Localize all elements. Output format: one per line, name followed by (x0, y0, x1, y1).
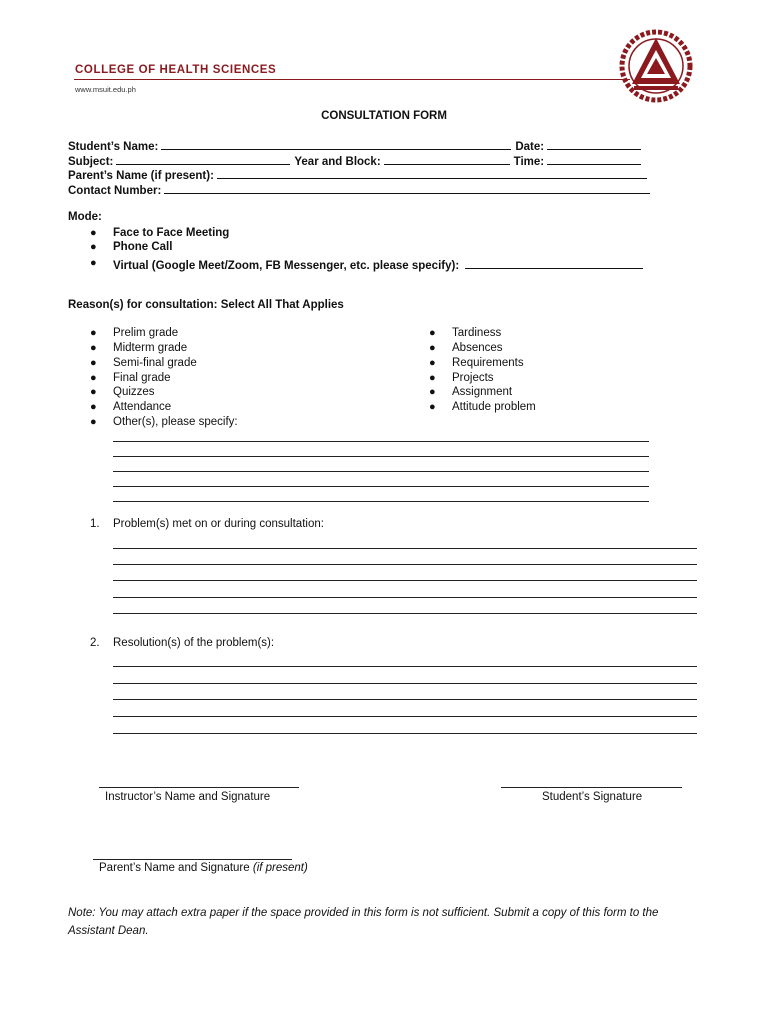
others-specify-line[interactable] (113, 441, 649, 442)
question-1-text: Problem(s) met on or during consultation: (113, 518, 324, 530)
reason-midterm-grade[interactable]: Midterm grade (113, 342, 188, 354)
bullet-icon: ● (90, 416, 97, 428)
subject-row (68, 153, 645, 168)
website-url: www.msuit.edu.ph (75, 85, 136, 94)
bullet-icon: ● (90, 357, 97, 369)
answer-line[interactable] (113, 716, 697, 717)
others-specify-line[interactable] (113, 456, 649, 457)
instructor-signature-label: Instructor’s Name and Signature (105, 791, 271, 803)
reason-assignment[interactable]: Assignment (452, 386, 513, 398)
instructor-signature-line[interactable] (99, 787, 299, 788)
year-block-label: Year and Block: (294, 156, 381, 168)
mode-phone-call[interactable]: Phone Call (113, 241, 173, 253)
question-2-number: 2. (90, 637, 100, 649)
student-signature-label: Student’s Signature (542, 791, 643, 803)
parent-name-row (68, 167, 651, 182)
form-title: CONSULTATION FORM (321, 110, 447, 122)
reason-tardiness[interactable]: Tardiness (452, 327, 502, 339)
reason-attitude-problem[interactable]: Attitude problem (452, 401, 536, 413)
contact-row (68, 182, 654, 197)
bullet-icon: ● (429, 327, 436, 339)
parent-signature-line[interactable] (93, 859, 292, 860)
reason-projects[interactable]: Projects (452, 372, 494, 384)
question-1-number: 1. (90, 518, 100, 530)
bullet-icon: ● (429, 386, 436, 398)
student-signature-line[interactable] (501, 787, 682, 788)
header-rule (74, 79, 630, 80)
year-block-field[interactable] (384, 153, 510, 165)
reason-requirements[interactable]: Requirements (452, 357, 524, 369)
question-2-text: Resolution(s) of the problem(s): (113, 637, 275, 649)
date-label: Date: (515, 141, 545, 153)
bullet-icon: ● (90, 257, 97, 269)
parent-name-field[interactable] (217, 167, 647, 179)
subject-label: Subject: (68, 156, 114, 168)
parent-signature-row (99, 862, 308, 874)
subject-field[interactable] (116, 153, 290, 165)
mode-label: Mode: (68, 211, 102, 223)
reason-semi-final-grade[interactable]: Semi-final grade (113, 357, 197, 369)
others-specify-line[interactable] (113, 471, 649, 472)
bullet-icon: ● (90, 386, 97, 398)
reason-prelim-grade[interactable]: Prelim grade (113, 327, 179, 339)
reason-attendance[interactable]: Attendance (113, 401, 172, 413)
footer-note: Note: You may attach extra paper if the space provided in this form is not sufficient. Submit a copy of this form to the Assistant Dean. (68, 907, 659, 937)
reason-absences[interactable]: Absences (452, 342, 503, 354)
bullet-icon: ● (90, 241, 97, 253)
bullet-icon: ● (429, 372, 436, 384)
mode-virtual-row (113, 257, 647, 272)
bullet-icon: ● (90, 227, 97, 239)
answer-line[interactable] (113, 548, 697, 549)
answer-line[interactable] (113, 699, 697, 700)
student-name-row (68, 138, 645, 153)
bullet-icon: ● (90, 342, 97, 354)
contact-field[interactable] (164, 182, 650, 194)
answer-line[interactable] (113, 597, 697, 598)
bullet-icon: ● (90, 401, 97, 413)
reasons-label: Reason(s) for consultation: Select All That Applies (68, 299, 344, 311)
bullet-icon: ● (429, 401, 436, 413)
answer-line[interactable] (113, 683, 697, 684)
answer-line[interactable] (113, 613, 697, 614)
reason-others[interactable]: Other(s), please specify: (113, 416, 238, 428)
others-specify-line[interactable] (113, 501, 649, 502)
college-logo-icon (618, 28, 694, 104)
answer-line[interactable] (113, 580, 697, 581)
mode-face-to-face[interactable]: Face to Face Meeting (113, 227, 230, 239)
virtual-specify-field[interactable] (465, 257, 643, 269)
contact-label: Contact Number: (68, 185, 162, 197)
date-field[interactable] (547, 138, 641, 150)
mode-virtual[interactable]: Virtual (Google Meet/Zoom, FB Messenger, etc. please specify): (113, 260, 460, 272)
parent-signature-label: Parent’s Name and Signature (99, 862, 250, 874)
time-label: Time: (513, 156, 545, 168)
bullet-icon: ● (429, 357, 436, 369)
bullet-icon: ● (90, 372, 97, 384)
answer-line[interactable] (113, 733, 697, 734)
answer-line[interactable] (113, 564, 697, 565)
student-name-field[interactable] (161, 138, 511, 150)
student-name-label: Student’s Name: (68, 141, 159, 153)
college-name: COLLEGE OF HEALTH SCIENCES (75, 64, 277, 76)
reason-quizzes[interactable]: Quizzes (113, 386, 155, 398)
answer-line[interactable] (113, 666, 697, 667)
parent-name-label: Parent’s Name (if present): (68, 170, 214, 182)
time-field[interactable] (547, 153, 641, 165)
others-specify-line[interactable] (113, 486, 649, 487)
bullet-icon: ● (90, 327, 97, 339)
parent-signature-note: (if present) (252, 862, 308, 874)
reason-final-grade[interactable]: Final grade (113, 372, 171, 384)
bullet-icon: ● (429, 342, 436, 354)
